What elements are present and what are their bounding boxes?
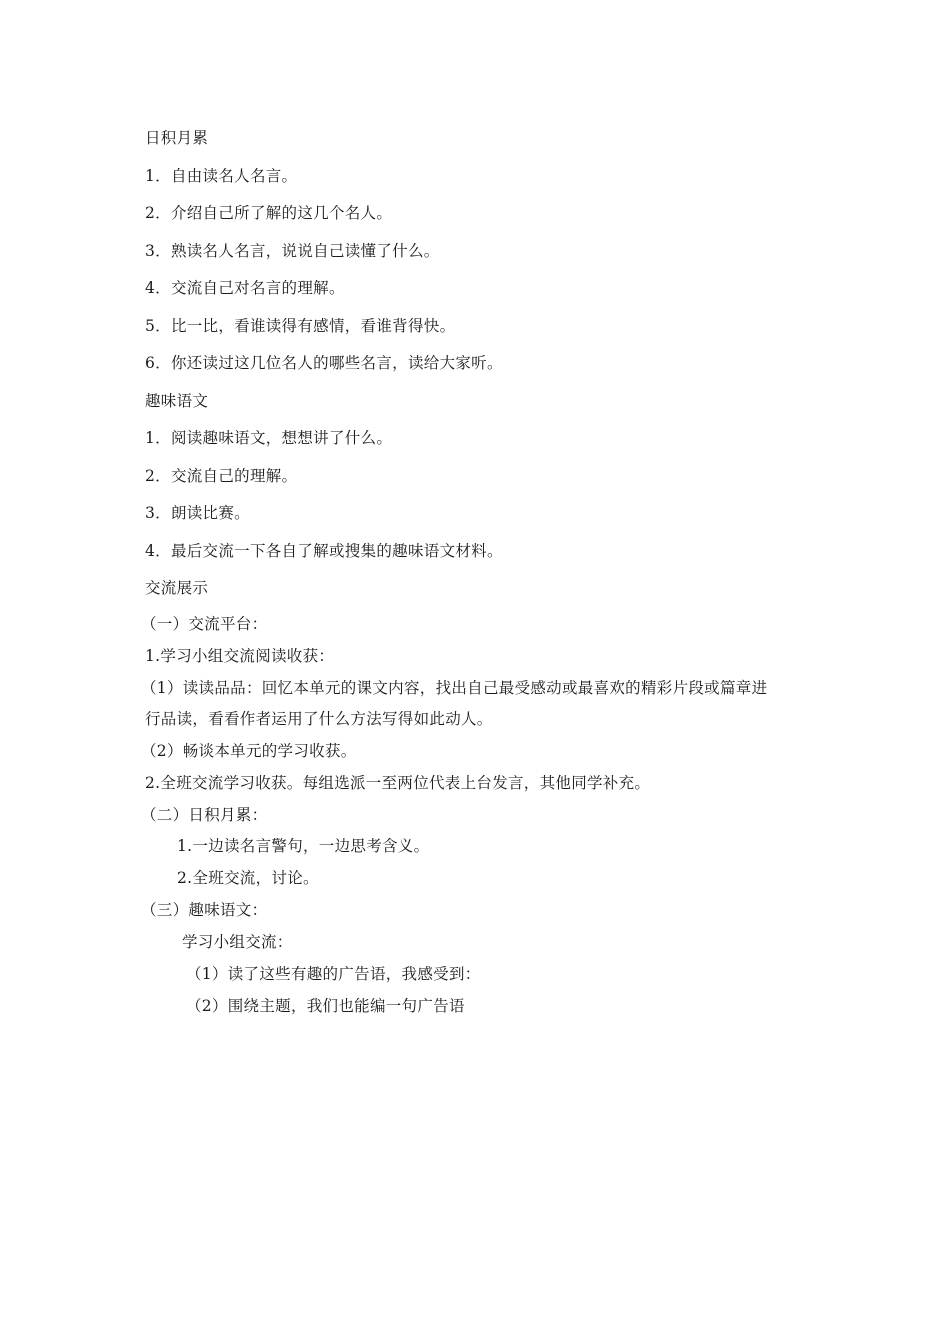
section-heading-fun-chinese: 趣味语文: [145, 392, 209, 410]
list-item: 1．阅读趣味语文，想想讲了什么。: [145, 429, 393, 447]
list-item: （1）读了这些有趣的广告语，我感受到：: [186, 965, 481, 983]
list-item: （1）读读品品：回忆本单元的课文内容，找出自己最受感动或最喜欢的精彩片段或篇章进: [141, 679, 768, 697]
list-item: 2．交流自己的理解。: [145, 467, 298, 485]
subsection-heading: （三）趣味语文：: [141, 901, 268, 919]
list-item: 5．比一比，看谁读得有感情，看谁背得快。: [145, 317, 456, 335]
list-item: （2）围绕主题，我们也能编一句广告语: [186, 997, 465, 1015]
subsection-heading: （一）交流平台：: [141, 615, 268, 633]
list-item: 2．介绍自己所了解的这几个名人。: [145, 204, 393, 222]
subsection-heading: （二）日积月累：: [141, 806, 268, 824]
list-item: （2）畅谈本单元的学习收获。: [141, 742, 357, 760]
list-item: 1．自由读名人名言。: [145, 167, 298, 185]
list-item: 4．交流自己对名言的理解。: [145, 279, 345, 297]
section-heading-daily-accumulation: 日积月累: [145, 129, 209, 147]
list-item: 1.一边读名言警句，一边思考含义。: [177, 837, 430, 855]
list-item: 3．熟读名人名言，说说自己读懂了什么。: [145, 242, 440, 260]
list-item-continuation: 行品读，看看作者运用了什么方法写得如此动人。: [145, 710, 493, 728]
list-item: 6．你还读过这几位名人的哪些名言，读给大家听。: [145, 354, 503, 372]
list-item: 2.全班交流学习收获。每组选派一至两位代表上台发言，其他同学补充。: [145, 774, 651, 792]
list-item: 3．朗读比赛。: [145, 504, 250, 522]
list-item: 2.全班交流，讨论。: [177, 869, 319, 887]
list-item: 学习小组交流：: [182, 933, 293, 951]
list-item: 4．最后交流一下各自了解或搜集的趣味语文材料。: [145, 542, 503, 560]
section-heading-exchange-display: 交流展示: [145, 579, 209, 597]
list-item: 1.学习小组交流阅读收获：: [145, 647, 335, 665]
